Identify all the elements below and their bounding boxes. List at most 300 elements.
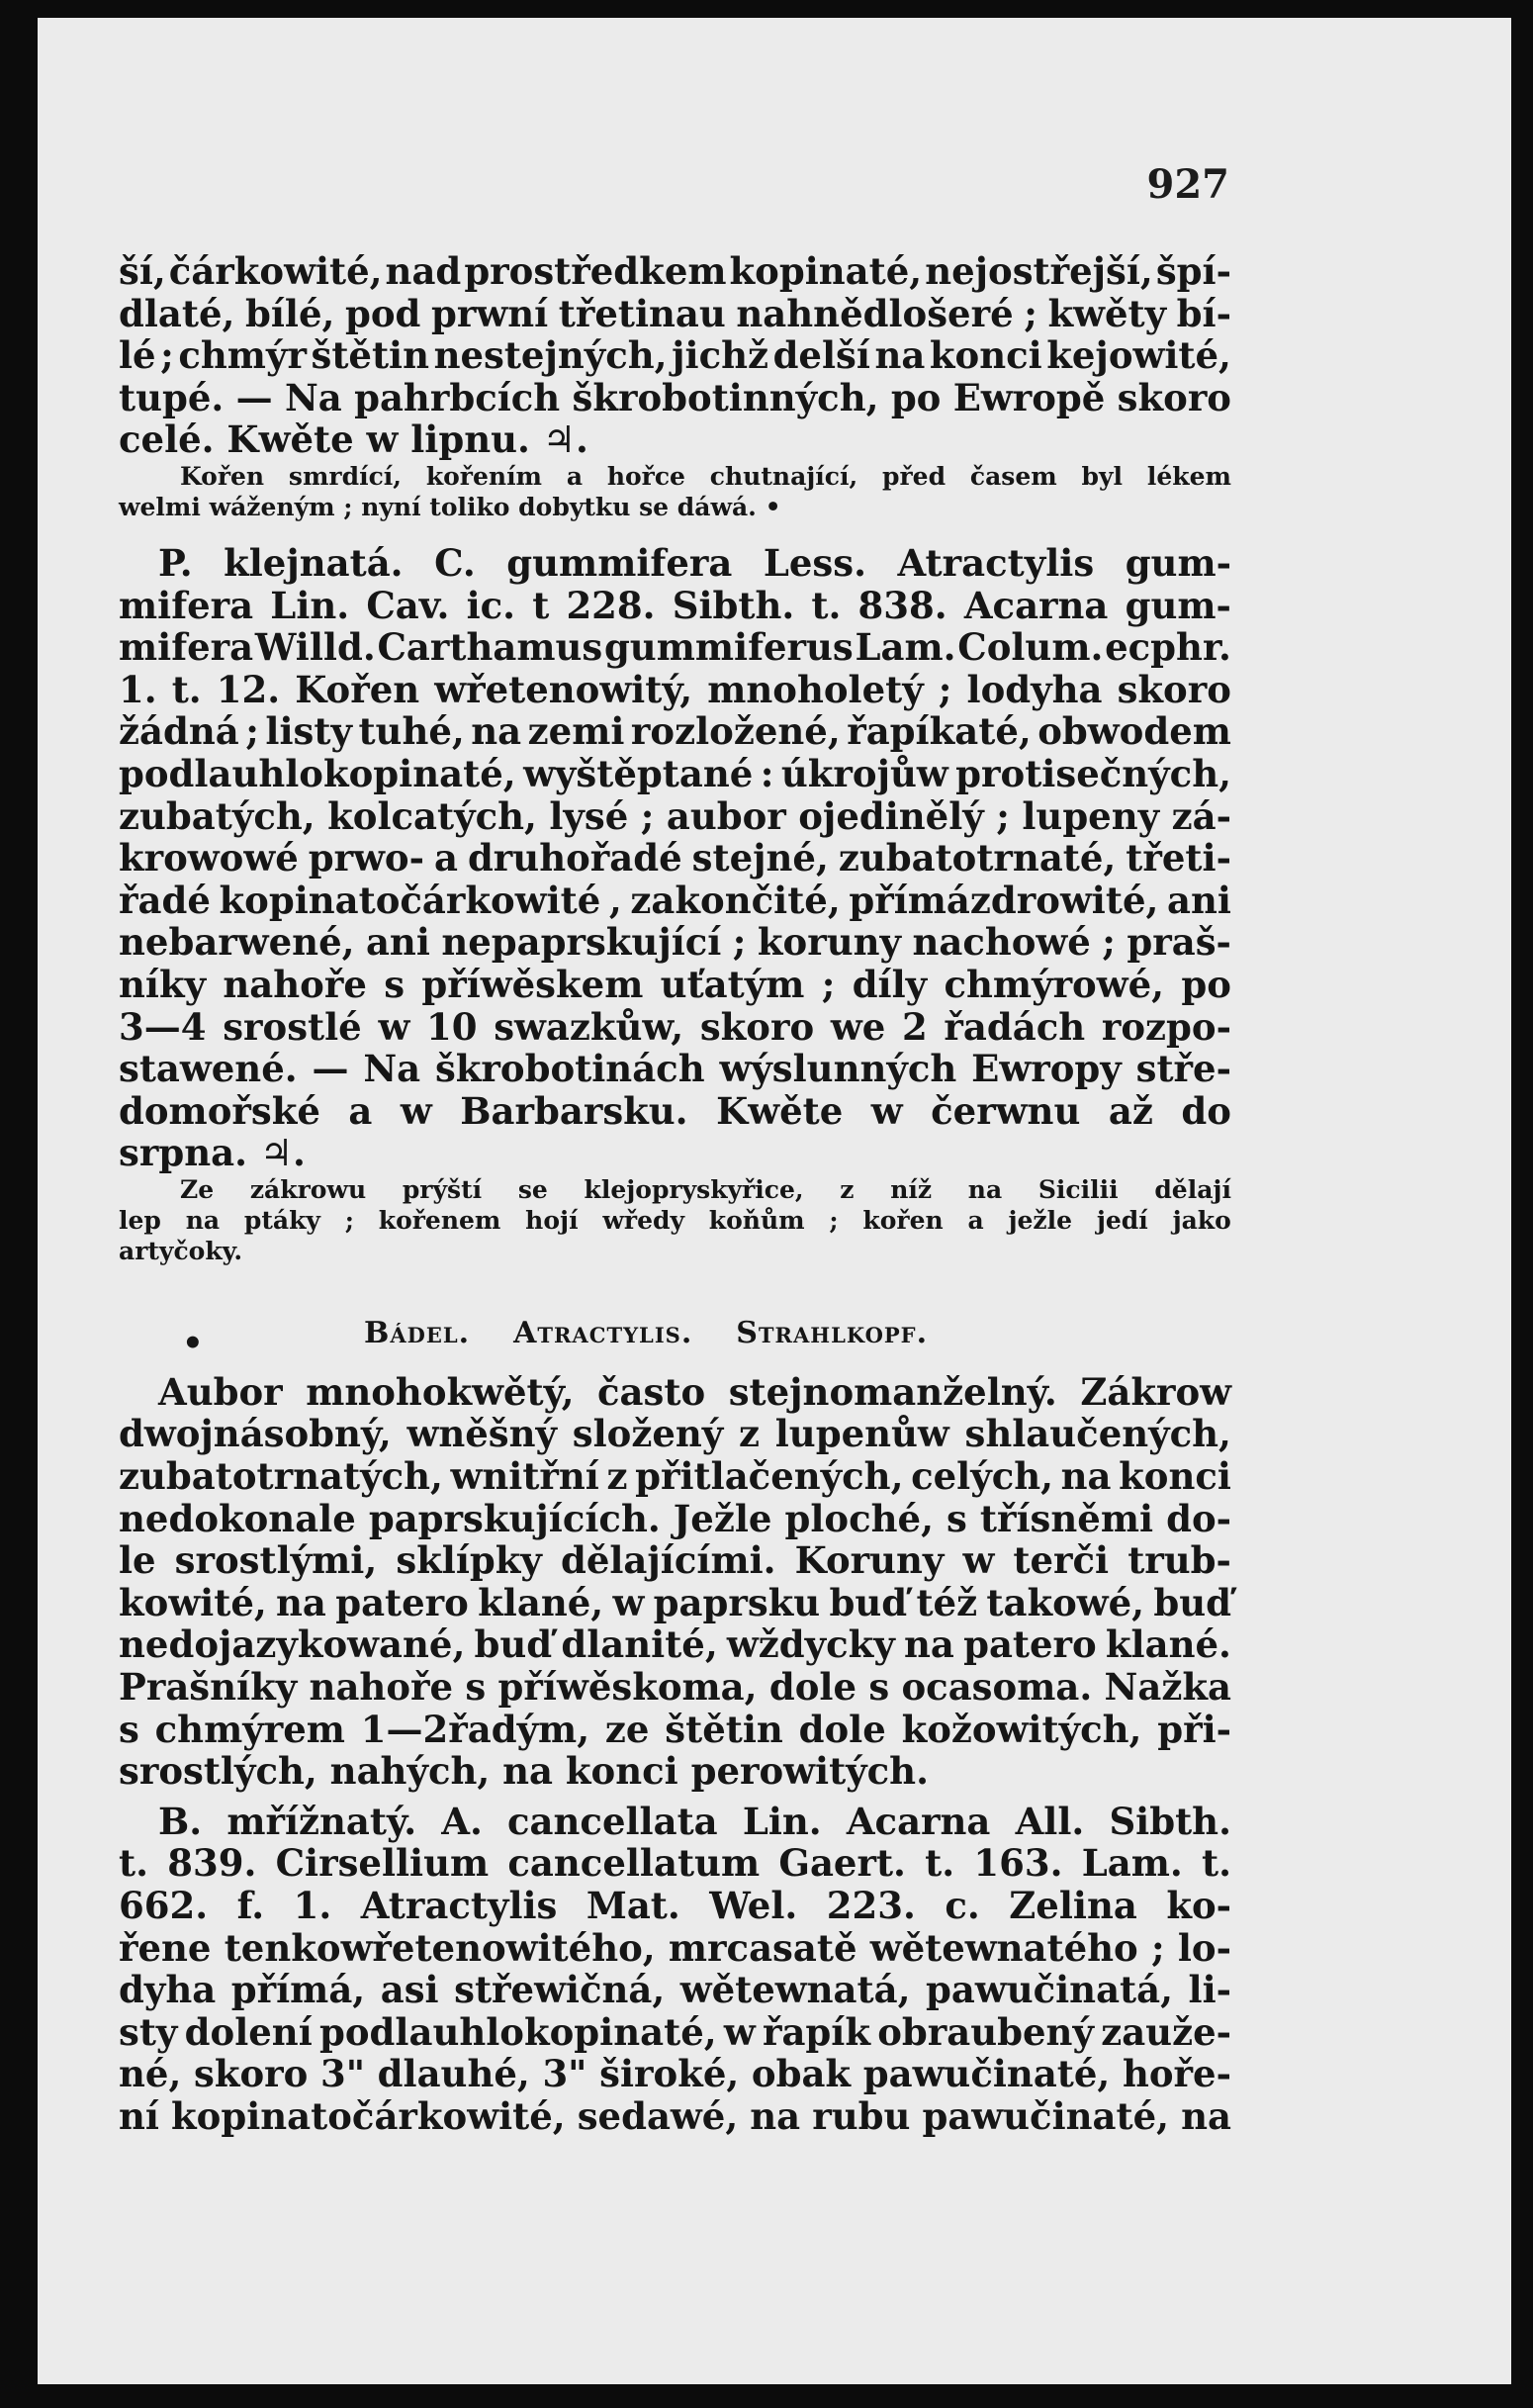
word: prostředkem — [464, 249, 727, 293]
word: B. — [158, 1799, 203, 1843]
word: paprsku — [653, 1580, 821, 1624]
word: , — [608, 878, 622, 922]
text-line — [119, 1927, 1231, 1970]
note-line: artyčoky. — [119, 1236, 243, 1265]
text-line — [119, 293, 1231, 335]
genus-name-latin: Atractylis. — [513, 1315, 693, 1350]
word: aubor — [666, 793, 786, 838]
word: na — [471, 709, 522, 754]
word: 3—4 — [119, 1004, 207, 1049]
word: Kořen — [180, 461, 265, 491]
word: třeti- — [1126, 836, 1231, 880]
text-line — [119, 1006, 1231, 1049]
word: gum- — [1125, 583, 1231, 627]
genus-header — [119, 1306, 1231, 1361]
word: klané, — [478, 1580, 604, 1624]
text-line — [119, 795, 1231, 838]
word: stawené. — [119, 1047, 298, 1091]
word: le — [119, 1538, 156, 1583]
word: takowé, — [986, 1580, 1145, 1624]
word: wněšný — [406, 1412, 558, 1456]
word: obwodem — [1037, 709, 1231, 754]
word: mnoholetý — [707, 667, 924, 711]
word: cancellata — [507, 1799, 718, 1843]
word: cancellatum — [507, 1841, 761, 1886]
word: byl — [1081, 461, 1124, 491]
word: kořením — [425, 461, 543, 491]
word: konci — [929, 333, 1042, 378]
word: kožowitých, — [901, 1707, 1142, 1751]
word: ; — [245, 709, 259, 754]
paragraph-3 — [119, 1371, 1231, 1793]
word: domořské — [119, 1088, 320, 1133]
text-line — [119, 2053, 1231, 2095]
word: dlauhé, — [377, 2052, 530, 2096]
word: nahnědlošeré — [736, 291, 1014, 335]
word: ; — [938, 667, 952, 711]
word: často — [597, 1369, 706, 1414]
word: Kořen — [295, 667, 420, 711]
word: do- — [1166, 1496, 1231, 1540]
word: gum- — [1125, 540, 1231, 585]
word: hojí — [525, 1205, 579, 1235]
word: rozpo- — [1101, 1004, 1231, 1049]
word: sklípky — [396, 1538, 542, 1583]
word: Zelina — [1009, 1884, 1137, 1927]
word: ko- — [1166, 1884, 1231, 1927]
page-number: 927 — [1146, 161, 1229, 208]
word: né, — [119, 2052, 182, 2096]
word: buď — [1153, 1580, 1231, 1624]
word: kopinaté, — [729, 249, 923, 293]
word: Lam. — [1081, 1841, 1183, 1886]
word: pawučinaté, — [862, 2052, 1111, 2096]
word: c. — [945, 1884, 980, 1927]
word: na — [967, 1174, 1003, 1204]
word: na — [1181, 2093, 1231, 2138]
word: ojedinělý — [798, 793, 984, 838]
word: časem — [969, 461, 1057, 491]
word: kořenem — [378, 1205, 501, 1235]
word: w — [723, 2009, 756, 2054]
word: Lam. — [855, 625, 956, 670]
word: w — [612, 1580, 645, 1624]
word: Ewropy — [971, 1047, 1122, 1091]
word: po — [1181, 962, 1231, 1006]
word: Carthamus — [377, 625, 603, 670]
word: skoro — [1117, 375, 1231, 419]
word: 1. — [119, 667, 157, 711]
word: škrobotinách — [434, 1047, 705, 1091]
word: čárkowité, — [168, 249, 383, 293]
word: podlauhlokopinaté, — [319, 2009, 717, 2054]
word: Na — [284, 375, 342, 419]
word: rozložené, — [630, 709, 841, 754]
word: bí- — [1176, 291, 1231, 335]
word: sedawé, — [577, 2093, 739, 2138]
word: mrcasatě — [668, 1925, 857, 1970]
word: t. — [811, 583, 842, 627]
word: Ewropě — [952, 375, 1106, 419]
word: s — [868, 1665, 890, 1710]
text-line — [119, 880, 1231, 922]
text-line — [119, 1623, 1231, 1666]
word: přitlačených, — [635, 1454, 904, 1499]
word: tenkowřetenowitého, — [224, 1925, 656, 1970]
word: 223. — [826, 1884, 916, 1927]
word: s — [465, 1665, 487, 1710]
word: Koruny — [794, 1538, 945, 1583]
word: uťatým — [660, 962, 805, 1006]
genus-name-german: Strahlkopf. — [736, 1315, 929, 1350]
word: a — [348, 1088, 373, 1133]
word: kwěty — [1047, 291, 1167, 335]
word: sty — [119, 2009, 178, 2054]
word: kopinatočárkowité — [219, 878, 601, 922]
word: w — [400, 1088, 432, 1133]
text-line — [119, 710, 1231, 753]
word: úkrojůw — [780, 751, 948, 795]
word: C. — [434, 540, 476, 585]
word: listy — [265, 709, 352, 754]
word: příwěskoma, — [497, 1665, 758, 1710]
text-line — [119, 2011, 1231, 2054]
word: ; — [1150, 1925, 1165, 1970]
word: dolení — [184, 2009, 313, 2054]
word: s — [384, 962, 406, 1006]
text-line: srpna. ♃. — [119, 1131, 306, 1175]
word: nahoře — [223, 962, 367, 1006]
word: tupé. — [119, 375, 225, 419]
word: nejostřejší, — [925, 249, 1153, 293]
word: 1—2řadým, — [360, 1707, 590, 1751]
word: wyštěptané — [523, 751, 754, 795]
word: kopinatočárkowité, — [171, 2093, 566, 2138]
word: štětin — [311, 333, 430, 378]
word: zákrowu — [249, 1174, 367, 1204]
word: nestejných, — [433, 333, 668, 378]
word: hoře- — [1122, 2052, 1231, 2096]
word: swazkůw, — [494, 1004, 684, 1049]
word: lupenůw — [774, 1412, 949, 1456]
word: na — [276, 1580, 326, 1624]
word: 228. — [566, 583, 656, 627]
word: paprskujících. — [368, 1496, 661, 1540]
word: nebarwené, — [119, 920, 355, 965]
word: kořen — [862, 1205, 944, 1235]
word: A. — [441, 1799, 483, 1843]
word: třísněmi — [979, 1496, 1154, 1540]
word: skoro — [1117, 667, 1231, 711]
word: 163. — [973, 1841, 1063, 1886]
word: wýslunných — [719, 1047, 957, 1091]
word: praš- — [1127, 920, 1231, 965]
word: na — [874, 333, 926, 378]
word: zá- — [1171, 793, 1231, 838]
word: wždycky — [726, 1622, 895, 1667]
text-line — [119, 585, 1231, 627]
word: ní — [119, 2093, 159, 2138]
word: střewičná, — [454, 1968, 666, 2012]
word: do — [1181, 1088, 1231, 1133]
genus-name-czech: Bádel. — [364, 1315, 471, 1350]
word: štětin — [665, 1707, 783, 1751]
word: 3" — [319, 2052, 365, 2096]
word: dole — [798, 1707, 886, 1751]
text-line — [119, 1413, 1231, 1455]
word: Colum. — [957, 625, 1104, 670]
word: krowowé — [119, 836, 299, 880]
text-line — [119, 1801, 1231, 1843]
text-line — [119, 1090, 1231, 1133]
paragraph-2 — [119, 542, 1231, 1174]
word: 1. — [293, 1884, 332, 1927]
word: skoro — [699, 1004, 815, 1049]
word: nepaprskující — [441, 920, 722, 965]
text-line — [119, 542, 1231, 585]
word: Kwěte — [716, 1088, 844, 1133]
word: špí- — [1155, 249, 1231, 293]
word: Atractylis — [360, 1884, 558, 1927]
word: dělají — [1154, 1174, 1231, 1204]
word: zubatotrnaté, — [838, 836, 1117, 880]
word: ; — [160, 333, 174, 378]
text-line — [119, 964, 1231, 1006]
word: čerwnu — [931, 1088, 1081, 1133]
text-line — [119, 921, 1231, 964]
word: stejnomanželný. — [728, 1369, 1057, 1414]
word: pod — [344, 291, 421, 335]
word: jako — [1172, 1205, 1231, 1235]
word: 2 — [901, 1004, 928, 1049]
word: t. — [925, 1841, 955, 1886]
word: w — [378, 1004, 410, 1049]
word: na — [750, 2093, 801, 2138]
word: níž — [890, 1174, 933, 1204]
word: Nažka — [1104, 1665, 1231, 1710]
word: Aubor — [158, 1369, 283, 1414]
word: chmýrowé, — [944, 962, 1165, 1006]
word: dwojnásobný, — [119, 1412, 392, 1456]
word: řene — [119, 1925, 212, 1970]
word: a — [433, 836, 458, 880]
word: — — [312, 1047, 349, 1091]
word: Gaert. — [778, 1841, 906, 1886]
word: přímá, — [230, 1968, 366, 2012]
word: Acarna — [963, 583, 1109, 627]
word: z — [606, 1454, 628, 1499]
text-line — [119, 1048, 1231, 1090]
paragraph-4 — [119, 1801, 1231, 2138]
text-line — [119, 626, 1231, 669]
page-text — [119, 250, 1231, 2138]
word: zubatých, — [119, 793, 316, 838]
word: zauže- — [1101, 2009, 1231, 2054]
word: smrdící, — [288, 461, 403, 491]
word: z — [840, 1174, 855, 1204]
word: gummifera — [506, 540, 733, 585]
word: chmýrem — [154, 1707, 345, 1751]
word: srostlými, — [174, 1538, 378, 1583]
word: až — [1108, 1088, 1153, 1133]
word: wnitřní — [450, 1454, 599, 1499]
word: bílé, — [245, 291, 335, 335]
word: ; — [829, 1205, 839, 1235]
word: kolcatých, — [327, 793, 537, 838]
word: lep — [119, 1205, 161, 1235]
word: klané. — [1105, 1622, 1231, 1667]
word: patero — [335, 1580, 469, 1624]
word: přímázdrowité, — [849, 878, 1159, 922]
word: celých, — [911, 1454, 1054, 1499]
word: kejowité, — [1046, 333, 1231, 378]
word: řadé — [119, 878, 211, 922]
word: nedokonale — [119, 1496, 356, 1540]
text-line — [119, 377, 1231, 419]
word: Mat. — [586, 1884, 680, 1927]
word: pawučinaté, — [922, 2093, 1170, 2138]
word: Barbarsku. — [460, 1088, 688, 1133]
word: wředy — [602, 1205, 684, 1235]
word: wětewnatého — [869, 1925, 1138, 1970]
text-line — [119, 1666, 1231, 1709]
word: hořce — [606, 461, 685, 491]
word: z — [739, 1412, 761, 1456]
word: protisečných, — [955, 751, 1231, 795]
word: široké, — [599, 2052, 740, 2096]
word: Wel. — [709, 1884, 798, 1927]
word: Atractylis — [897, 540, 1095, 585]
word: ploché, — [784, 1496, 934, 1540]
word: Lin. — [270, 583, 350, 627]
word: dyha — [119, 1968, 217, 2012]
word: All. — [1015, 1799, 1085, 1843]
word: ocasoma. — [901, 1665, 1093, 1710]
word: dole — [768, 1665, 857, 1710]
word: mřížnatý. — [226, 1799, 417, 1843]
word: w — [870, 1088, 903, 1133]
word: koňům — [708, 1205, 805, 1235]
word: nedojazykowané, — [119, 1622, 466, 1667]
word: Ze — [180, 1174, 215, 1204]
word: dlaté, — [119, 291, 235, 335]
word: Acarna — [846, 1799, 991, 1843]
word: Sicilii — [1037, 1174, 1119, 1204]
word: buď — [829, 1580, 908, 1624]
word: delší — [772, 333, 870, 378]
word: škrobotinných, — [572, 375, 879, 419]
text-line — [119, 753, 1231, 795]
word: Cirsellium — [275, 1841, 490, 1886]
word: stejné, — [691, 836, 829, 880]
text-line — [119, 1498, 1231, 1540]
word: Na — [363, 1047, 421, 1091]
word: Zákrow — [1080, 1369, 1231, 1414]
note-line — [119, 1174, 1231, 1205]
text-line: celé. Kwěte w lipnu. ♃. — [119, 417, 588, 462]
word: t. — [119, 1841, 148, 1886]
word: zemi — [527, 709, 625, 754]
word: ; — [996, 793, 1010, 838]
word: ; — [1024, 291, 1037, 335]
word: zakončité, — [630, 878, 841, 922]
word: buď — [474, 1622, 553, 1667]
word: nahoře — [309, 1665, 454, 1710]
text-line — [119, 669, 1231, 711]
word: ; — [1102, 920, 1116, 965]
word: mifera — [119, 583, 254, 627]
word: lé — [119, 333, 156, 378]
word: po — [890, 375, 942, 419]
word: wětewnatá, — [679, 1968, 911, 2012]
word: a — [566, 461, 584, 491]
word: ecphr. — [1105, 625, 1231, 670]
word: obraubený — [877, 2009, 1094, 2054]
word: kowité, — [119, 1580, 267, 1624]
word: Prašníky — [119, 1665, 298, 1710]
word: řadách — [944, 1004, 1086, 1049]
word: zubatotrnatých, — [119, 1454, 443, 1499]
word: se — [517, 1174, 548, 1204]
word: třetinau — [558, 291, 726, 335]
word: dlanité, — [561, 1622, 718, 1667]
word: Sibth. — [672, 583, 795, 627]
word: w — [962, 1538, 995, 1583]
word: lysé — [549, 793, 629, 838]
word: příwěskem — [421, 962, 644, 1006]
word: mnohokwětý, — [306, 1369, 575, 1414]
word: Ježle — [673, 1496, 772, 1540]
word: shlaučených, — [964, 1412, 1231, 1456]
word: řapíkaté, — [847, 709, 1032, 754]
word: a — [967, 1205, 984, 1235]
word: Cav. — [366, 583, 450, 627]
word: P. — [158, 540, 193, 585]
bullet-marker: • — [182, 1323, 205, 1363]
word: pawučinatá, — [926, 1968, 1174, 2012]
paragraph-1 — [119, 250, 1231, 461]
word: ježle — [1008, 1205, 1073, 1235]
word: 662. — [119, 1884, 209, 1927]
word: složený — [572, 1412, 724, 1456]
word: při- — [1157, 1707, 1231, 1751]
text-line — [119, 1885, 1231, 1927]
word: s — [947, 1496, 967, 1540]
text-line — [119, 1969, 1231, 2011]
text-line — [119, 2095, 1231, 2138]
word: nad — [385, 249, 462, 293]
word: t. — [171, 667, 202, 711]
word: koruny — [757, 920, 902, 965]
word: f. — [236, 1884, 265, 1927]
word: gummiferus — [603, 625, 854, 670]
word: klejnatá. — [224, 540, 404, 585]
word: klejopryskyřice, — [584, 1174, 804, 1204]
word: ; — [821, 962, 836, 1006]
text-line — [119, 1455, 1231, 1498]
text-line — [119, 1539, 1231, 1582]
word: obak — [751, 2052, 852, 2096]
word: lupeny — [1022, 793, 1160, 838]
word: před — [882, 461, 947, 491]
word: trub- — [1127, 1538, 1231, 1583]
text-line — [119, 1371, 1231, 1414]
word: nachowé — [912, 920, 1091, 965]
text-line — [119, 837, 1231, 880]
note-1 — [119, 461, 1231, 522]
word: lo- — [1177, 1925, 1231, 1970]
text-line — [119, 250, 1231, 293]
